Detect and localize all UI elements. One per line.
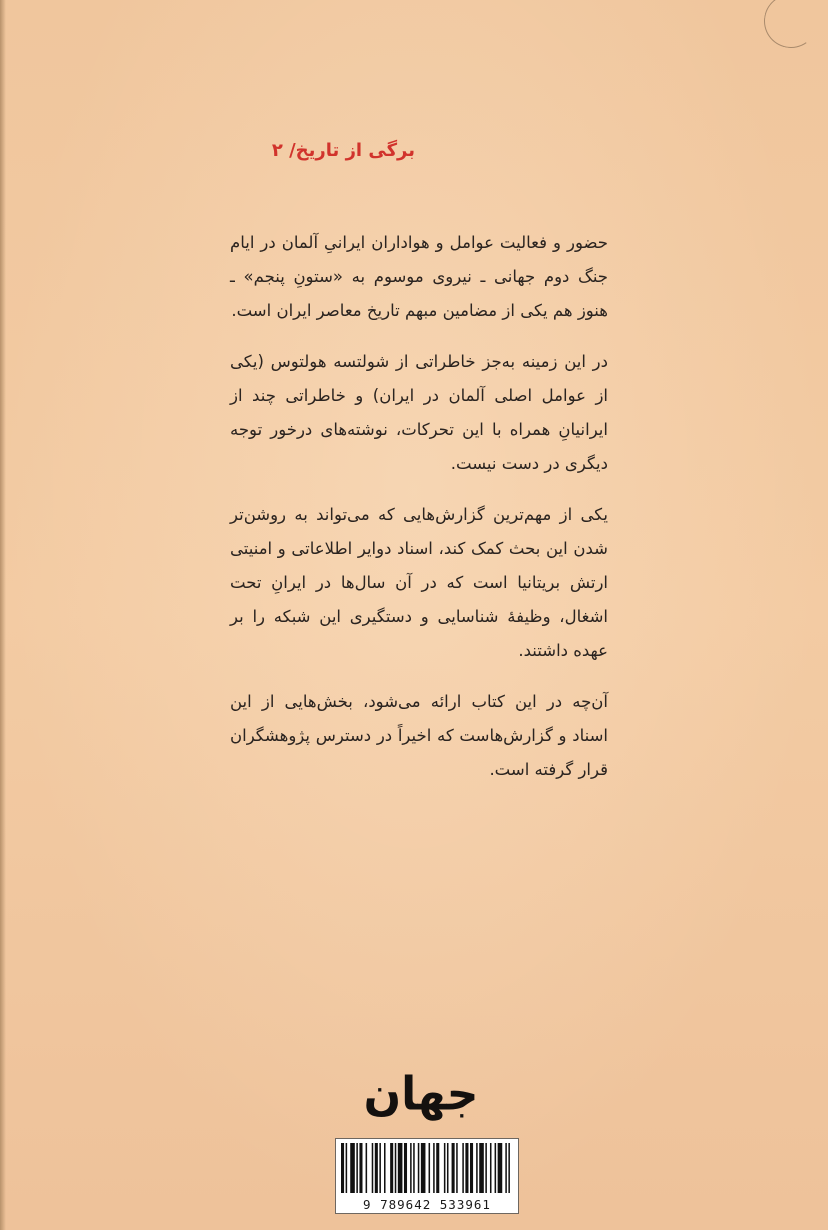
barcode-bar bbox=[384, 1143, 386, 1193]
barcode-bar bbox=[465, 1143, 468, 1193]
series-title: برگی از تاریخ/ ۲ bbox=[271, 140, 415, 161]
barcode-bar bbox=[429, 1143, 431, 1193]
barcode-bar bbox=[456, 1143, 458, 1193]
publisher-logo-text: جهان bbox=[363, 1067, 479, 1122]
cover-edge-shadow bbox=[0, 0, 6, 1230]
barcode-bar bbox=[490, 1143, 492, 1193]
barcode-bar bbox=[476, 1143, 478, 1193]
barcode-bar bbox=[485, 1143, 487, 1193]
barcode-bar bbox=[495, 1143, 497, 1193]
barcode-bar bbox=[470, 1143, 473, 1193]
barcode-bar bbox=[404, 1143, 407, 1193]
barcode-bar bbox=[444, 1143, 446, 1193]
barcode-bar bbox=[379, 1143, 381, 1193]
barcode-bar bbox=[418, 1143, 420, 1193]
barcode-bar bbox=[433, 1143, 435, 1193]
blurb-paragraph-1: حضور و فعالیت عوامل و هواداران ایرانیِ آلمان در ایام جنگ دوم جهانی ـ نیروی موسوم به «ستونِ پنجم» ـ هنوز هم یکی از مضامین مبهم تاریخ معاصر ایران است. bbox=[230, 233, 608, 320]
publisher-logo bbox=[333, 1063, 509, 1127]
barcode-bar bbox=[508, 1143, 510, 1193]
barcode-bar bbox=[410, 1143, 412, 1193]
barcode-bar bbox=[395, 1143, 397, 1193]
barcode-bar bbox=[390, 1143, 393, 1193]
barcode-bar bbox=[436, 1143, 439, 1193]
barcode-bar bbox=[447, 1143, 449, 1193]
isbn-number: 9 789642 533961 bbox=[363, 1197, 491, 1212]
barcode-bar bbox=[346, 1143, 348, 1193]
barcode-bar bbox=[359, 1143, 362, 1193]
corner-curl-mark bbox=[760, 0, 823, 52]
barcode-bar bbox=[462, 1143, 464, 1193]
barcode-bar bbox=[356, 1143, 358, 1193]
blurb-text bbox=[230, 226, 608, 804]
barcode-bar bbox=[479, 1143, 484, 1193]
barcode-bar bbox=[366, 1143, 368, 1193]
blurb-paragraph-4: آن‌چه در این کتاب ارائه می‌شود، بخش‌هایی از این اسناد و گزارش‌هاست که اخیراً در دسترس پژوهشگران قرار گرفته است. bbox=[230, 692, 608, 779]
barcode-bar bbox=[498, 1143, 503, 1193]
barcode-bar bbox=[375, 1143, 378, 1193]
barcode-bar bbox=[505, 1143, 507, 1193]
barcode-bar bbox=[372, 1143, 374, 1193]
barcode-bar bbox=[421, 1143, 426, 1193]
blurb-paragraph-2: در این زمینه به‌جز خاطراتی از شولتسه هولتوس (یکی از عوامل اصلی آلمان در ایران) و خاطراتی چند از ایرانیانِ همراه با این تحرکات، نوشته‌های درخور توجه دیگری در دست نیست. bbox=[230, 352, 608, 473]
barcode-bar bbox=[452, 1143, 455, 1193]
barcode-bars bbox=[341, 1143, 513, 1193]
barcode-bar bbox=[398, 1143, 403, 1193]
barcode-bar bbox=[341, 1143, 344, 1193]
barcode-bar bbox=[350, 1143, 355, 1193]
isbn-barcode bbox=[335, 1138, 519, 1214]
blurb-paragraph-3: یکی از مهم‌ترین گزارش‌هایی که می‌تواند به روشن‌تر شدن این بحث کمک کند، اسناد دوایر اطلاعاتی و امنیتی ارتش بریتانیا است که در آن سال‌ها در ایرانِ تحت اشغال، وظیفهٔ شناسایی و دستگیری این شبکه را بر عهده داشتند. bbox=[230, 505, 608, 660]
barcode-bar bbox=[413, 1143, 415, 1193]
